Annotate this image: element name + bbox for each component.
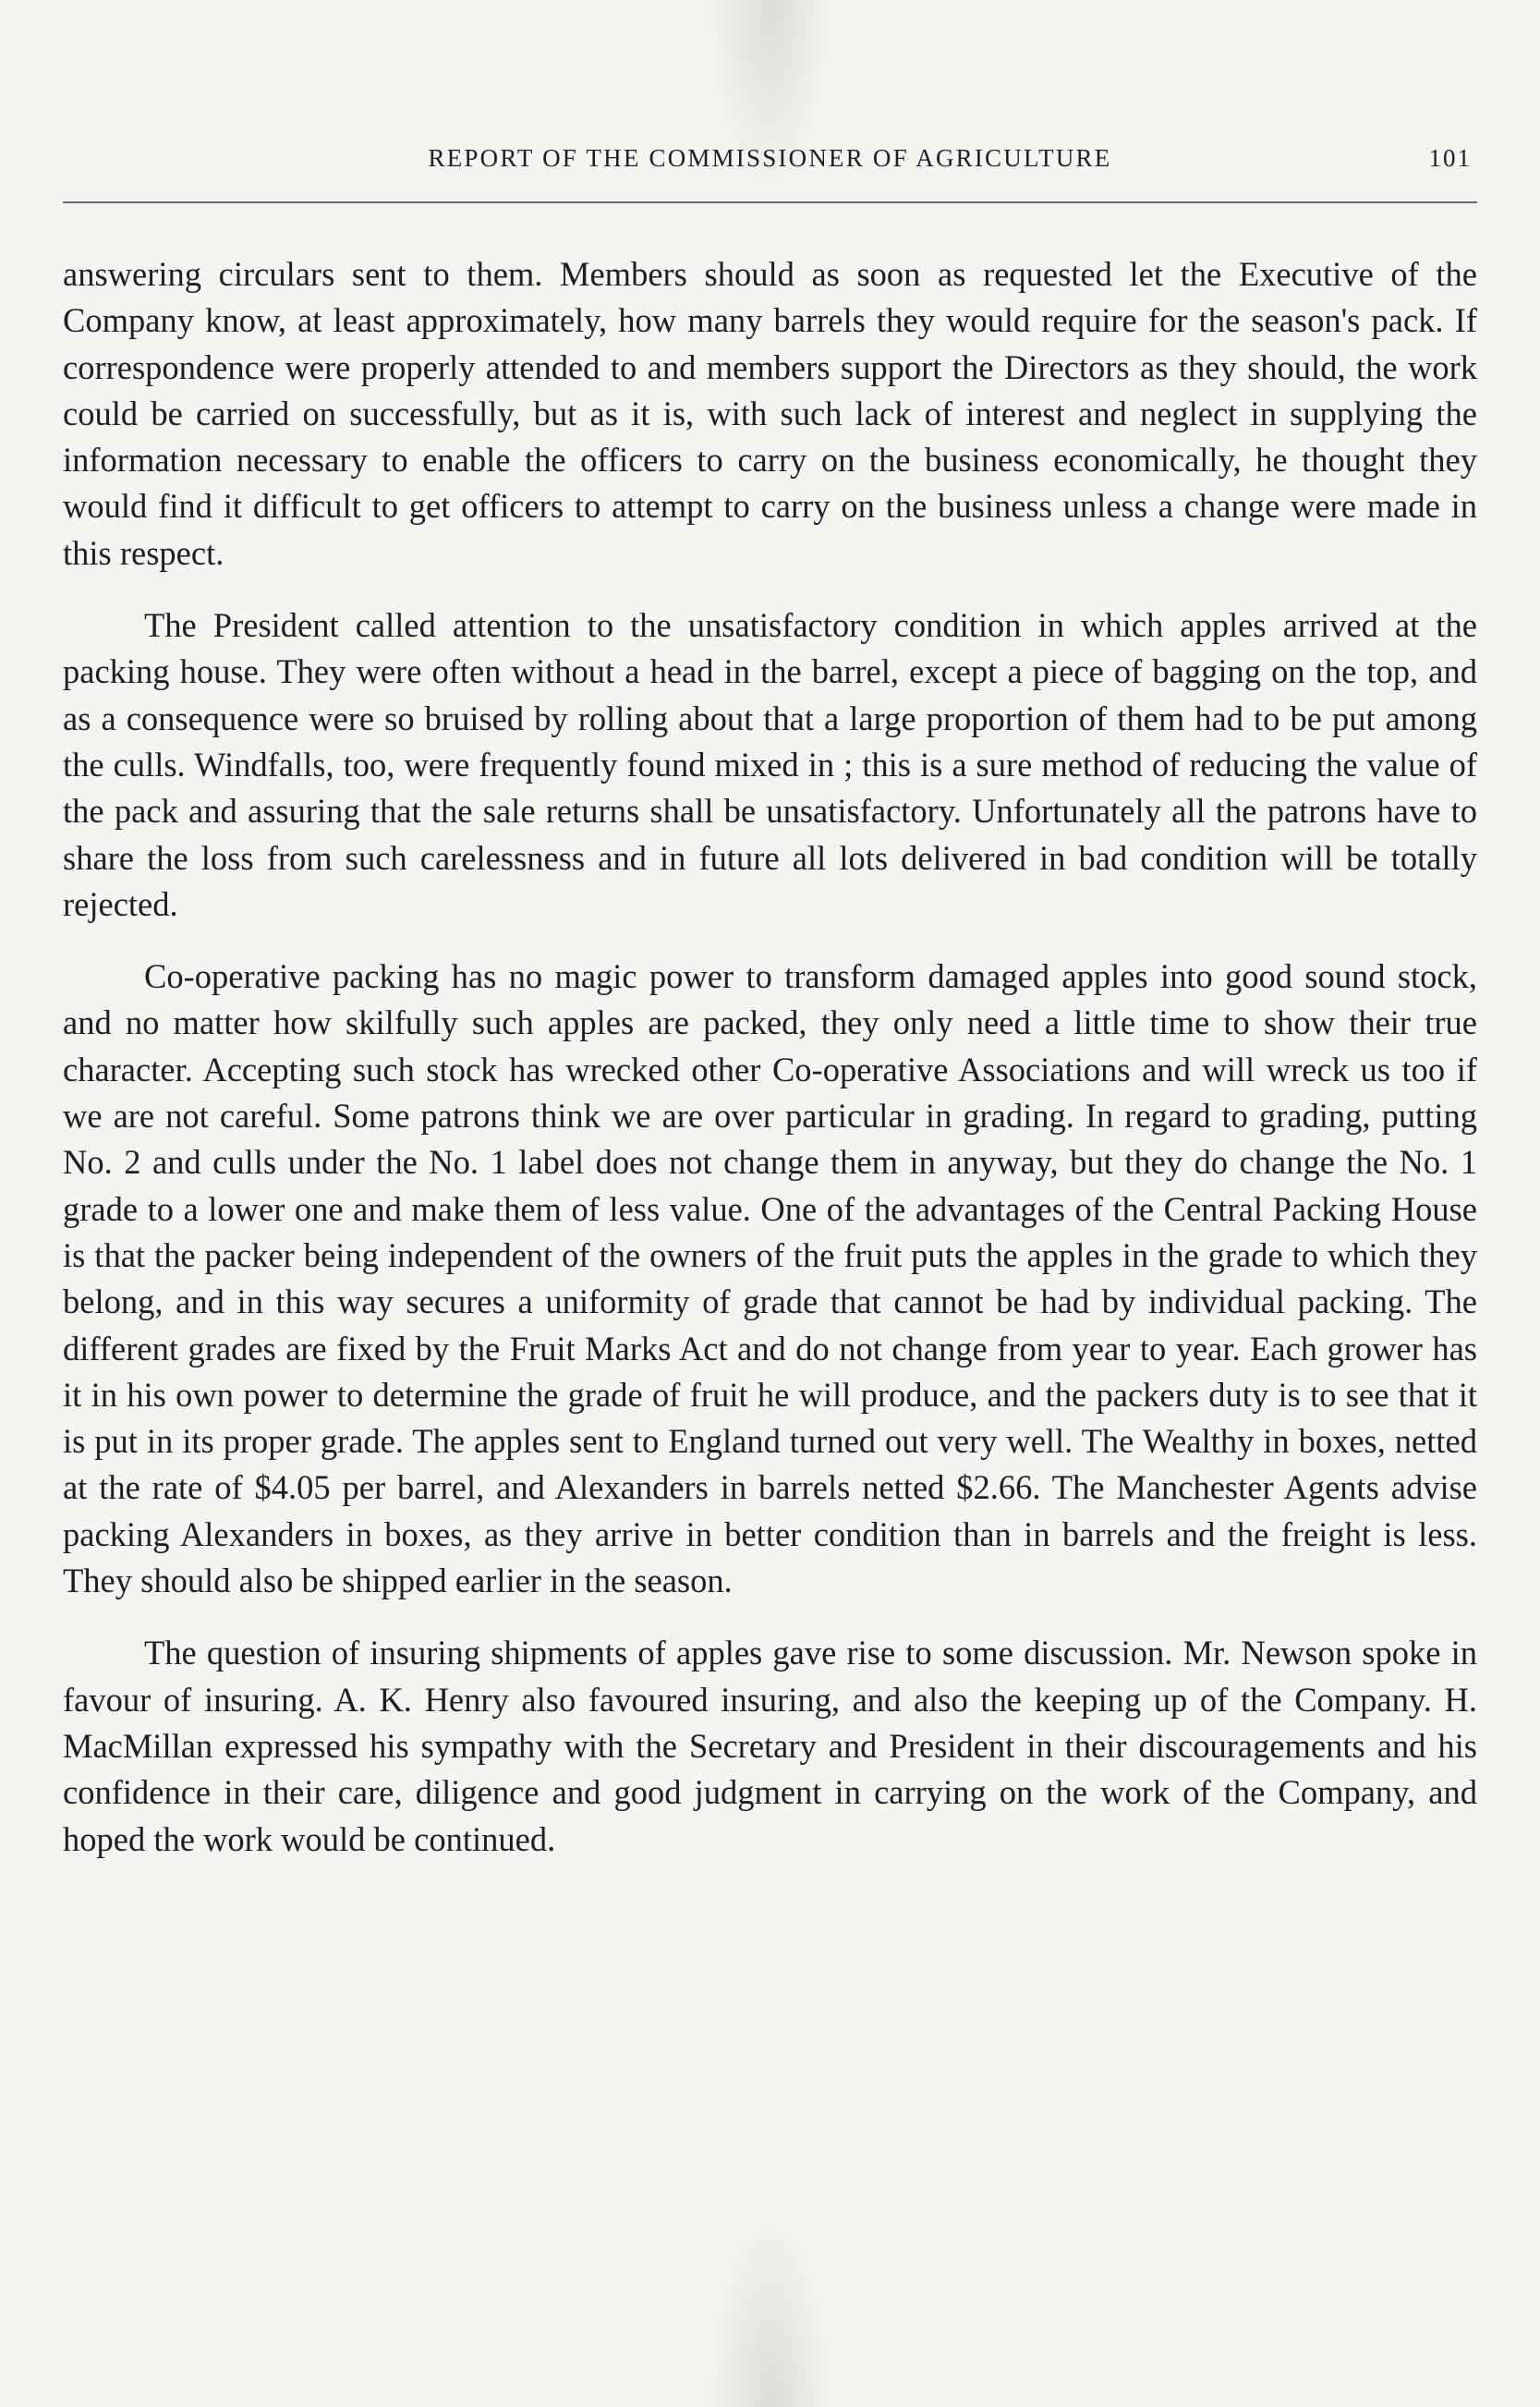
page-number: 101 [1428, 144, 1472, 172]
paragraph-president-remarks: The President called attention to the unsatisfactory condition in which apples arrived at the packing house. They were often without a head in the barrel, except a piece of bagging on the top, and as a consequence were so bruised by rolling about that a large proportion of them had to be put among the culls. Windfalls, too, were frequently found mixed in ; this is a sure method of reducing the value of the pack and assuring that the sale returns shall be unsatisfactory. Unfortunately all the patrons have to share the loss from such carelessness and in future all lots delivered in bad condition will be totally rejected. [63, 606, 1477, 923]
running-title: REPORT OF THE COMMISSIONER OF AGRICULTURE [428, 144, 1112, 172]
running-header [63, 139, 1477, 185]
paragraph-cooperative-packing: Co-operative packing has no magic power to transform damaged apples into good sound stock, and no matter how skilfully such apples are packed, they only need a little time to show their true character. Accepting such stock has wrecked other Co-operative Associations and will wreck us too if we are not careful. Some patrons think we are over particular in grading. In regard to grading, putting No. 2 and culls under the No. 1 label does not change them in anyway, but they do change the No. 1 grade to a lower one and make them of less value. One of the advantages of the Central Packing House is that the packer being independent of the owners of the fruit puts the apples in the grade to which they belong, and in this way secures a uniformity of grade that cannot be had by individual packing. The different grades are fixed by the Fruit Marks Act and do not change from year to year. Each grower has it in his own power to determine the grade of fruit he will produce, and the packers duty is to see that it is put in its proper grade. The apples sent to England turned out very well. The Wealthy in boxes, netted at the rate of $4.05 per barrel, and Alexanders in barrels netted $2.66. The Manchester Agents advise packing Alexanders in boxes, as they arrive in better condition than in barrels and the freight is less. They should also be shipped earlier in the season. [63, 957, 1477, 1600]
body-text [63, 251, 1477, 1889]
paragraph-insuring-shipments: The question of insuring shipments of apples gave rise to some discussion. Mr. Newson spoke in favour of insuring. A. K. Henry also favoured insuring, and also the keeping up of the Company. H. MacMillan expressed his sympathy with the Secretary and President in their discouragements and his confidence in their care, diligence and good judgment in carrying on the work of the Company, and hoped the work would be continued. [63, 1634, 1477, 1858]
header-rule [63, 201, 1477, 203]
paragraph-continuation: answering circulars sent to them. Members should as soon as requested let the Executive of the Company know, at least approximately, how many barrels they would require for the season's pack. If correspondence were properly attended to and members support the Directors as they should, the work could be carried on successfully, but as it is, with such lack of interest and neglect in supplying the information necessary to enable the officers to carry on the business economically, he thought they would find it difficult to get officers to attempt to carry on the business unless a change were made in this respect. [63, 255, 1477, 572]
